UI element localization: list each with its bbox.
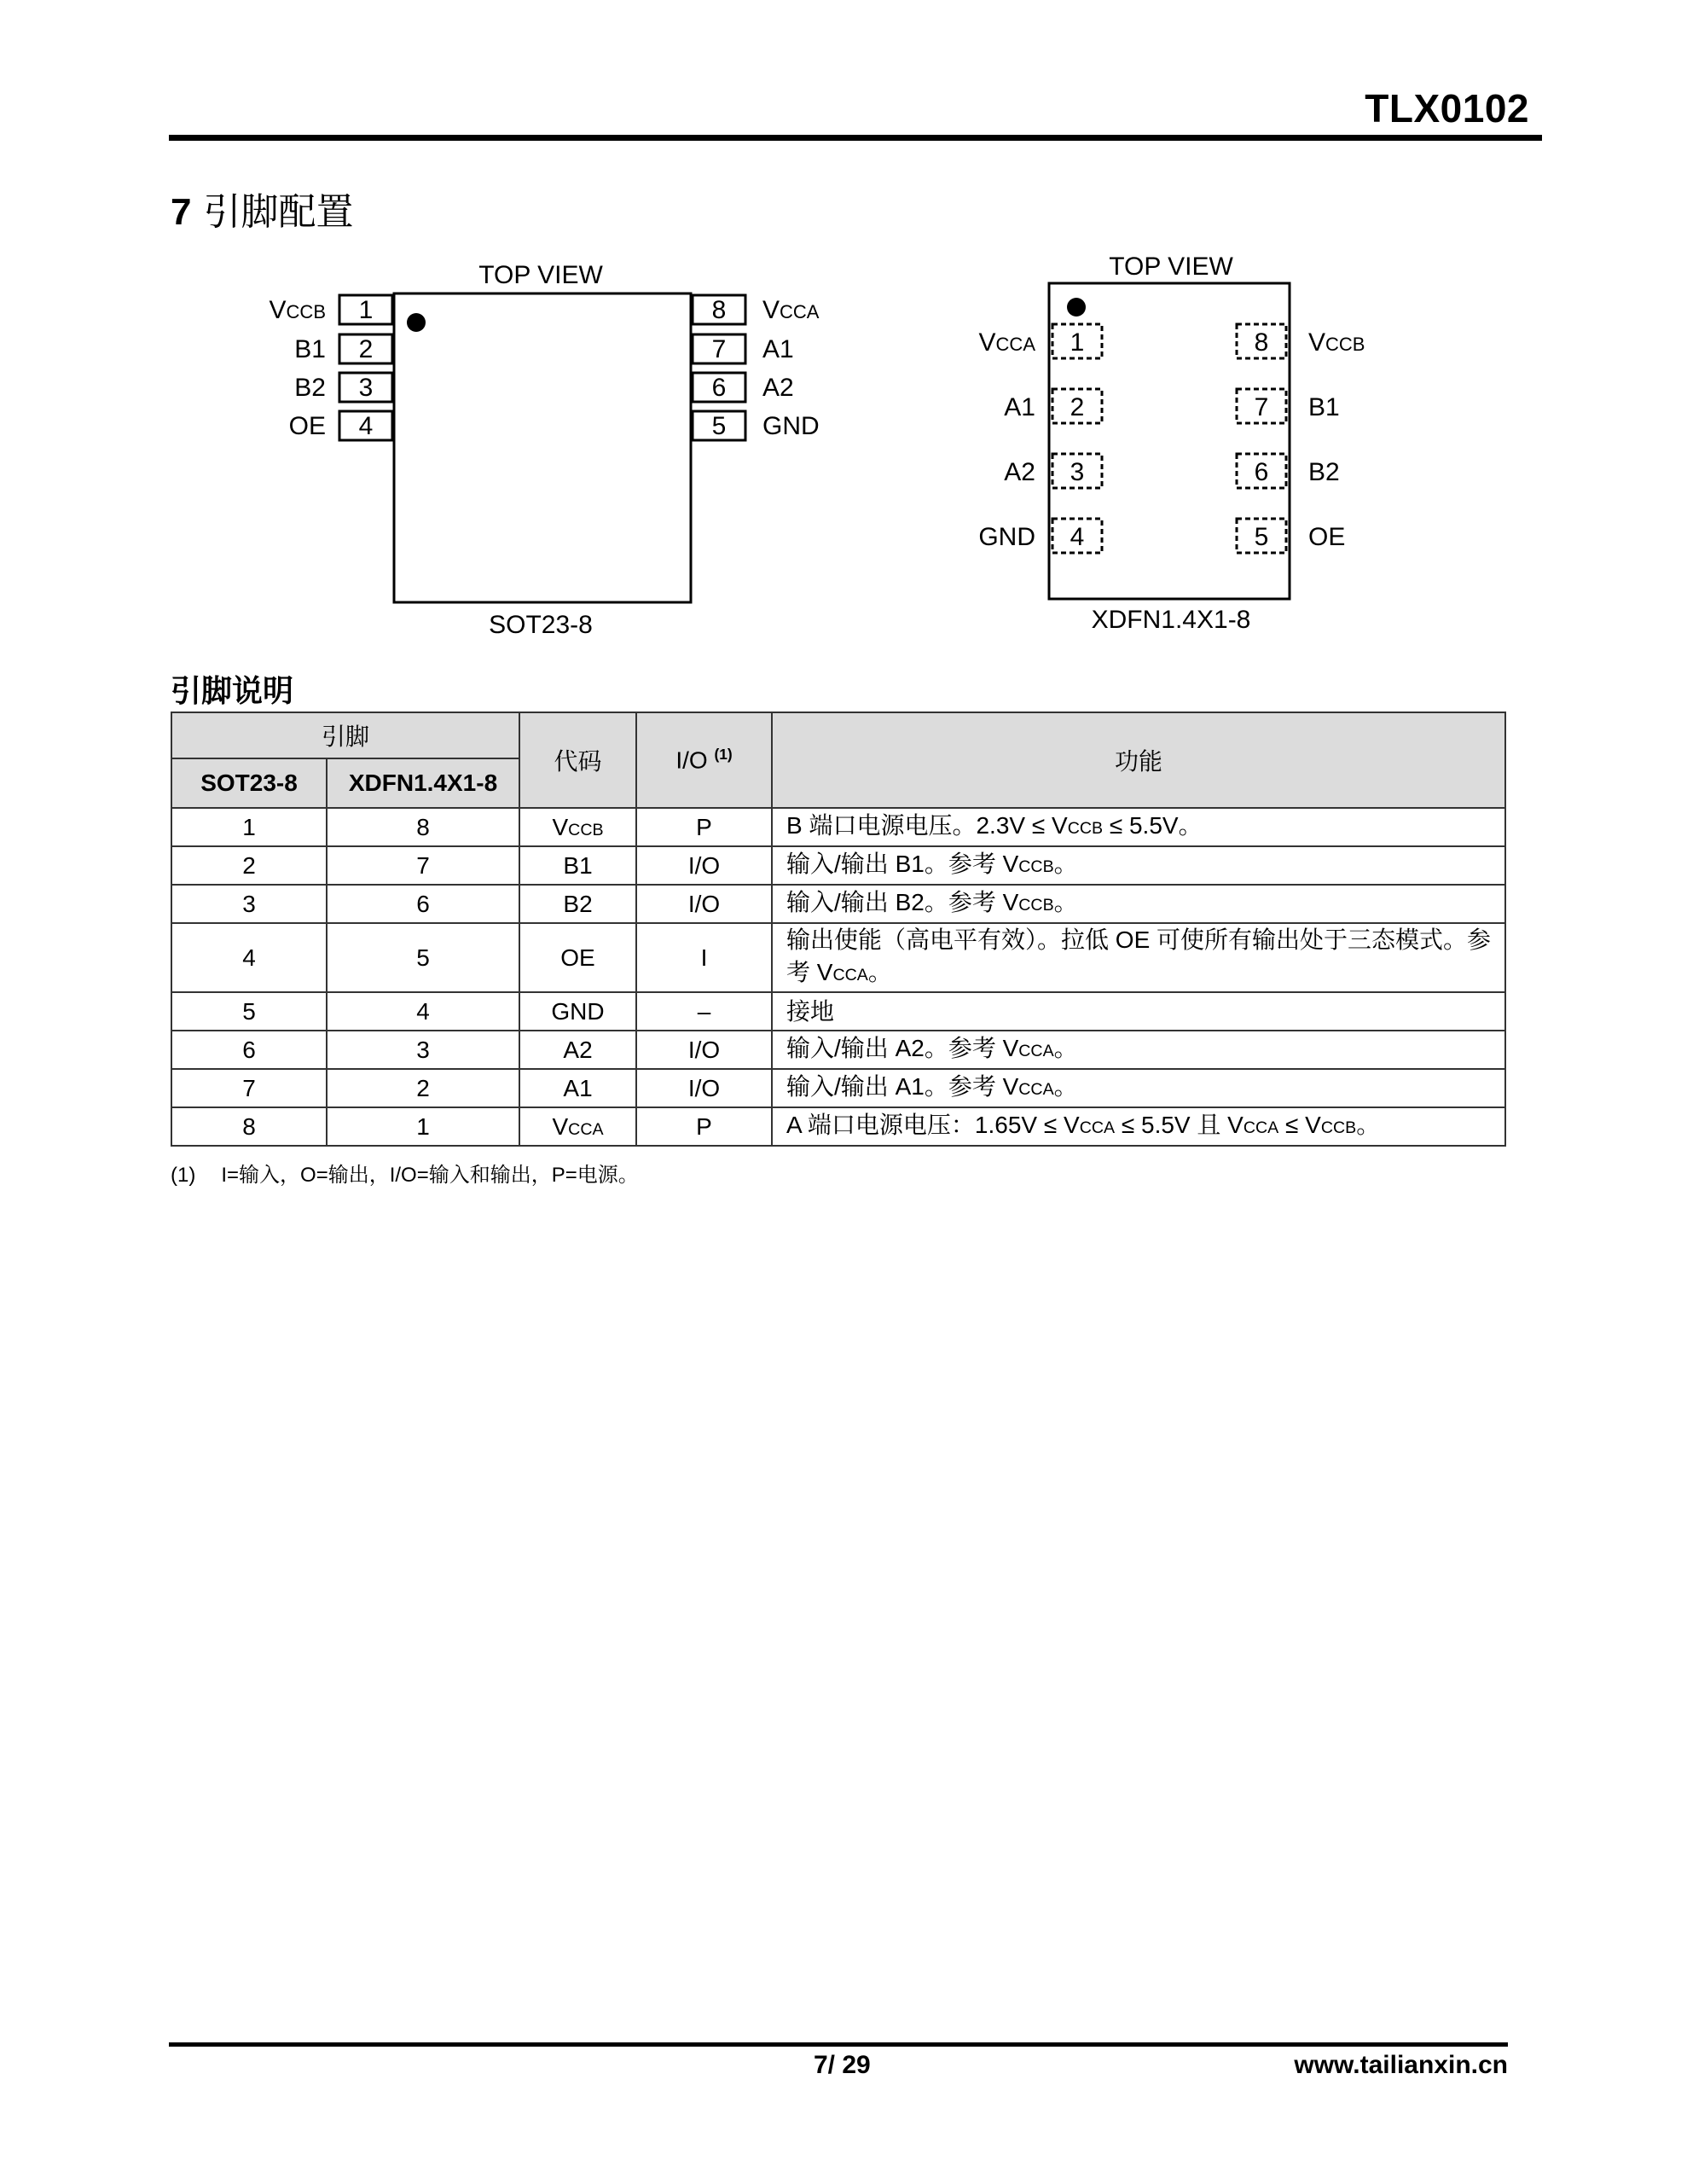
xdfn-pin-1-number: 1 — [1070, 328, 1085, 357]
sot23-pin-5-label-name: GND — [762, 412, 820, 440]
sot23-pin-4-number: 4 — [358, 412, 374, 440]
xdfn-left-pins — [978, 324, 1102, 553]
header-code: 代码 — [519, 712, 636, 808]
cell-code — [519, 923, 636, 992]
section-heading — [171, 181, 353, 235]
header-io — [636, 712, 772, 808]
cell-code — [519, 846, 636, 885]
sot23-pin-2-number: 2 — [358, 335, 374, 363]
xdfn-pin-6-label-name: B2 — [1308, 458, 1340, 486]
table-row — [171, 1031, 1505, 1069]
xdfn-package-label: XDFN1.4X1-8 — [1091, 606, 1251, 634]
xdfn-pin-2-label-name: A1 — [1004, 393, 1035, 421]
code-sub: CCB — [568, 820, 604, 839]
cell-xdfn-pin: 3 — [327, 1031, 519, 1069]
function-text: ≤ 5.5V。 — [1103, 812, 1203, 839]
footer-rule — [169, 2042, 1508, 2047]
cell-io: P — [636, 1107, 772, 1146]
code-name: B1 — [563, 851, 593, 879]
function-subscript: CCA — [1018, 1042, 1054, 1060]
xdfn-pin-7-number: 7 — [1254, 393, 1269, 421]
section-title: 引脚配置 — [203, 191, 354, 233]
table-row — [171, 992, 1505, 1031]
function-text: ≤ 5.5V 且 V — [1115, 1112, 1244, 1138]
cell-xdfn-pin: 7 — [327, 846, 519, 885]
function-text: ≤ V — [1278, 1112, 1321, 1138]
sot23-pin-4-label-name: OE — [288, 412, 326, 440]
sot23-pin-8-label — [762, 296, 820, 324]
xdfn-pin-4-label-name: GND — [978, 523, 1035, 551]
table-row — [171, 846, 1505, 885]
sot23-pin-8-number: 8 — [711, 296, 727, 324]
code-name: GND — [551, 997, 605, 1025]
xdfn-diagram-svg — [947, 247, 1424, 640]
sot23-pin-5-label — [762, 412, 820, 440]
sot23-pin-2-label-name: B1 — [294, 335, 326, 363]
header-rule — [169, 135, 1542, 141]
footnote-text: I=输入，O=输出，I/O=输入和输出，P=电源。 — [221, 1164, 639, 1187]
cell-sot23-pin: 1 — [171, 808, 327, 846]
sot23-pin-6-label-name: A2 — [762, 374, 794, 402]
sot23-pin-5-number: 5 — [711, 412, 727, 440]
function-subscript: CCA — [832, 966, 868, 985]
cell-sot23-pin: 7 — [171, 1069, 327, 1107]
cell-function — [772, 923, 1505, 992]
cell-io: I/O — [636, 1031, 772, 1069]
section-number: 7 — [171, 191, 192, 233]
function-subscript: CCB — [1320, 1118, 1357, 1137]
sot23-pin1-dot — [407, 313, 426, 332]
cell-code — [519, 1107, 636, 1146]
function-text: 输入/输出 B2。参考 V — [786, 889, 1019, 915]
header-io-label: I/O — [675, 746, 708, 774]
function-text: 。 — [1053, 1073, 1078, 1100]
header-function: 功能 — [772, 712, 1505, 808]
cell-xdfn-pin: 2 — [327, 1069, 519, 1107]
sot23-right-pins — [693, 295, 820, 440]
function-subscript: CCA — [1243, 1118, 1279, 1137]
function-text: 。 — [867, 959, 892, 985]
xdfn-pin-3-label-name: A2 — [1004, 458, 1035, 486]
function-subscript: CCB — [1067, 819, 1104, 838]
code-name: OE — [560, 944, 595, 971]
cell-code — [519, 808, 636, 846]
xdfn-pin-4-label — [978, 523, 1035, 551]
cell-xdfn-pin: 8 — [327, 808, 519, 846]
xdfn-pin-diagram — [947, 247, 1424, 640]
xdfn-pin-5-number: 5 — [1254, 523, 1269, 551]
sot23-pin-2-label — [294, 335, 326, 363]
cell-function — [772, 992, 1505, 1031]
sot23-pin-3-number: 3 — [358, 374, 374, 402]
sot23-pin-8-label-v: V — [762, 296, 780, 324]
xdfn-pin-6-label — [1308, 458, 1340, 486]
cell-xdfn-pin: 5 — [327, 923, 519, 992]
header-sot23: SOT23-8 — [171, 758, 327, 808]
sot23-pin-4-label — [289, 412, 326, 440]
document-title: TLX0102 — [1365, 86, 1529, 131]
xdfn-pin-1-label-sub: CCA — [995, 334, 1035, 355]
page-number: 7/ 29 — [814, 2051, 871, 2079]
sot23-pin-1-label-v: V — [269, 296, 287, 324]
cell-xdfn-pin: 4 — [327, 992, 519, 1031]
code-sub: CCA — [568, 1119, 604, 1139]
table-row — [171, 1107, 1505, 1146]
function-subscript: CCB — [1018, 857, 1054, 876]
cell-sot23-pin: 6 — [171, 1031, 327, 1069]
cell-sot23-pin: 2 — [171, 846, 327, 885]
code-v: V — [552, 1112, 569, 1140]
function-text: 输入/输出 A1。参考 V — [786, 1073, 1019, 1100]
cell-sot23-pin: 3 — [171, 885, 327, 923]
xdfn-pin1-dot — [1067, 298, 1086, 317]
table-row — [171, 808, 1505, 846]
sot23-pin-7-number: 7 — [711, 335, 727, 363]
sot23-top-view-label: TOP VIEW — [478, 261, 603, 289]
cell-code — [519, 1031, 636, 1069]
code-name: A2 — [563, 1036, 593, 1063]
sot23-pin-diagram — [247, 253, 861, 645]
sot23-diagram-svg — [247, 253, 861, 645]
cell-function — [772, 846, 1505, 885]
function-subscript: CCB — [1018, 896, 1054, 915]
xdfn-right-pins — [1237, 324, 1365, 553]
cell-io: – — [636, 992, 772, 1031]
xdfn-top-view-label: TOP VIEW — [1109, 253, 1233, 281]
sot23-pin-7-label — [762, 335, 794, 363]
cell-io: I/O — [636, 846, 772, 885]
cell-io: P — [636, 808, 772, 846]
header-io-footnote-ref: (1) — [714, 746, 733, 764]
xdfn-pin-5-label — [1308, 523, 1345, 551]
code-name: B2 — [563, 890, 593, 917]
cell-function — [772, 885, 1505, 923]
cell-code — [519, 992, 636, 1031]
xdfn-pin-7-label-name: B1 — [1308, 393, 1340, 421]
sot23-pin-1-label-sub: CCB — [286, 301, 326, 322]
code-v: V — [552, 813, 569, 840]
footnote-number: (1) — [171, 1164, 196, 1187]
sot23-pin-7-label-name: A1 — [762, 335, 794, 363]
header-xdfn: XDFN1.4X1-8 — [327, 758, 519, 808]
function-text: 。 — [1356, 1112, 1381, 1138]
cell-function — [772, 1107, 1505, 1146]
cell-xdfn-pin: 1 — [327, 1107, 519, 1146]
function-text: A 端口电源电压：1.65V ≤ V — [786, 1112, 1080, 1138]
sot23-pin-8-label-sub: CCA — [780, 301, 820, 322]
table-footnote — [171, 1158, 639, 1188]
cell-code — [519, 885, 636, 923]
cell-function — [772, 1031, 1505, 1069]
cell-function — [772, 1069, 1505, 1107]
function-text: B 端口电源电压。2.3V ≤ V — [786, 812, 1068, 839]
xdfn-pin-4-number: 4 — [1070, 523, 1085, 551]
function-text: 。 — [1053, 1035, 1078, 1061]
sot23-pin-1-number: 1 — [358, 296, 374, 324]
function-subscript: CCA — [1018, 1080, 1054, 1099]
xdfn-pin-8-label-sub: CCB — [1325, 334, 1365, 355]
xdfn-pin-1-label — [979, 328, 1036, 357]
cell-sot23-pin: 8 — [171, 1107, 327, 1146]
sot23-left-pins — [270, 295, 392, 440]
cell-code — [519, 1069, 636, 1107]
cell-xdfn-pin: 6 — [327, 885, 519, 923]
function-text: 输入/输出 A2。参考 V — [786, 1035, 1019, 1061]
xdfn-pin-8-label — [1308, 328, 1365, 357]
function-subscript: CCA — [1079, 1118, 1116, 1137]
sot23-pin-3-label-name: B2 — [294, 374, 326, 402]
sot23-pin-3-label — [294, 374, 326, 402]
xdfn-pin-8-label-v: V — [1308, 328, 1326, 357]
xdfn-pin-3-label — [1004, 458, 1035, 486]
pin-description-table — [171, 712, 1506, 1147]
function-text: 。 — [1053, 889, 1078, 915]
sot23-package-body — [394, 293, 691, 602]
xdfn-pin-6-number: 6 — [1254, 458, 1269, 486]
function-text: 输入/输出 B1。参考 V — [786, 851, 1019, 877]
table-row — [171, 885, 1505, 923]
pin-table-body — [171, 808, 1505, 1146]
website-link[interactable]: www.tailianxin.cn — [1294, 2051, 1508, 2079]
sot23-pin-6-number: 6 — [711, 374, 727, 402]
sot23-package-label: SOT23-8 — [489, 611, 593, 639]
xdfn-pin-7-label — [1308, 393, 1340, 421]
cell-function — [772, 808, 1505, 846]
xdfn-pin-5-label-name: OE — [1308, 523, 1346, 551]
function-text: 接地 — [786, 997, 835, 1025]
xdfn-pin-1-label-v: V — [978, 328, 996, 357]
table-row — [171, 923, 1505, 992]
xdfn-pin-2-number: 2 — [1070, 393, 1085, 421]
sot23-pin-1-label — [270, 296, 326, 324]
xdfn-pin-8-number: 8 — [1254, 328, 1269, 357]
cell-io: I/O — [636, 885, 772, 923]
cell-io: I/O — [636, 1069, 772, 1107]
xdfn-pin-2-label — [1004, 393, 1035, 421]
header-pin: 引脚 — [171, 712, 519, 758]
table-row — [171, 1069, 1505, 1107]
cell-sot23-pin: 4 — [171, 923, 327, 992]
code-name: A1 — [563, 1074, 593, 1101]
function-text: 输出使能（高电平有效）。拉低 OE 可使所有输出处于三态模式。参考 V — [786, 926, 1492, 985]
cell-sot23-pin: 5 — [171, 992, 327, 1031]
sot23-pin-6-label — [762, 374, 794, 402]
pin-description-heading: 引脚说明 — [171, 673, 294, 708]
cell-io: I — [636, 923, 772, 992]
xdfn-pin-3-number: 3 — [1070, 458, 1085, 486]
function-text: 。 — [1053, 851, 1078, 877]
